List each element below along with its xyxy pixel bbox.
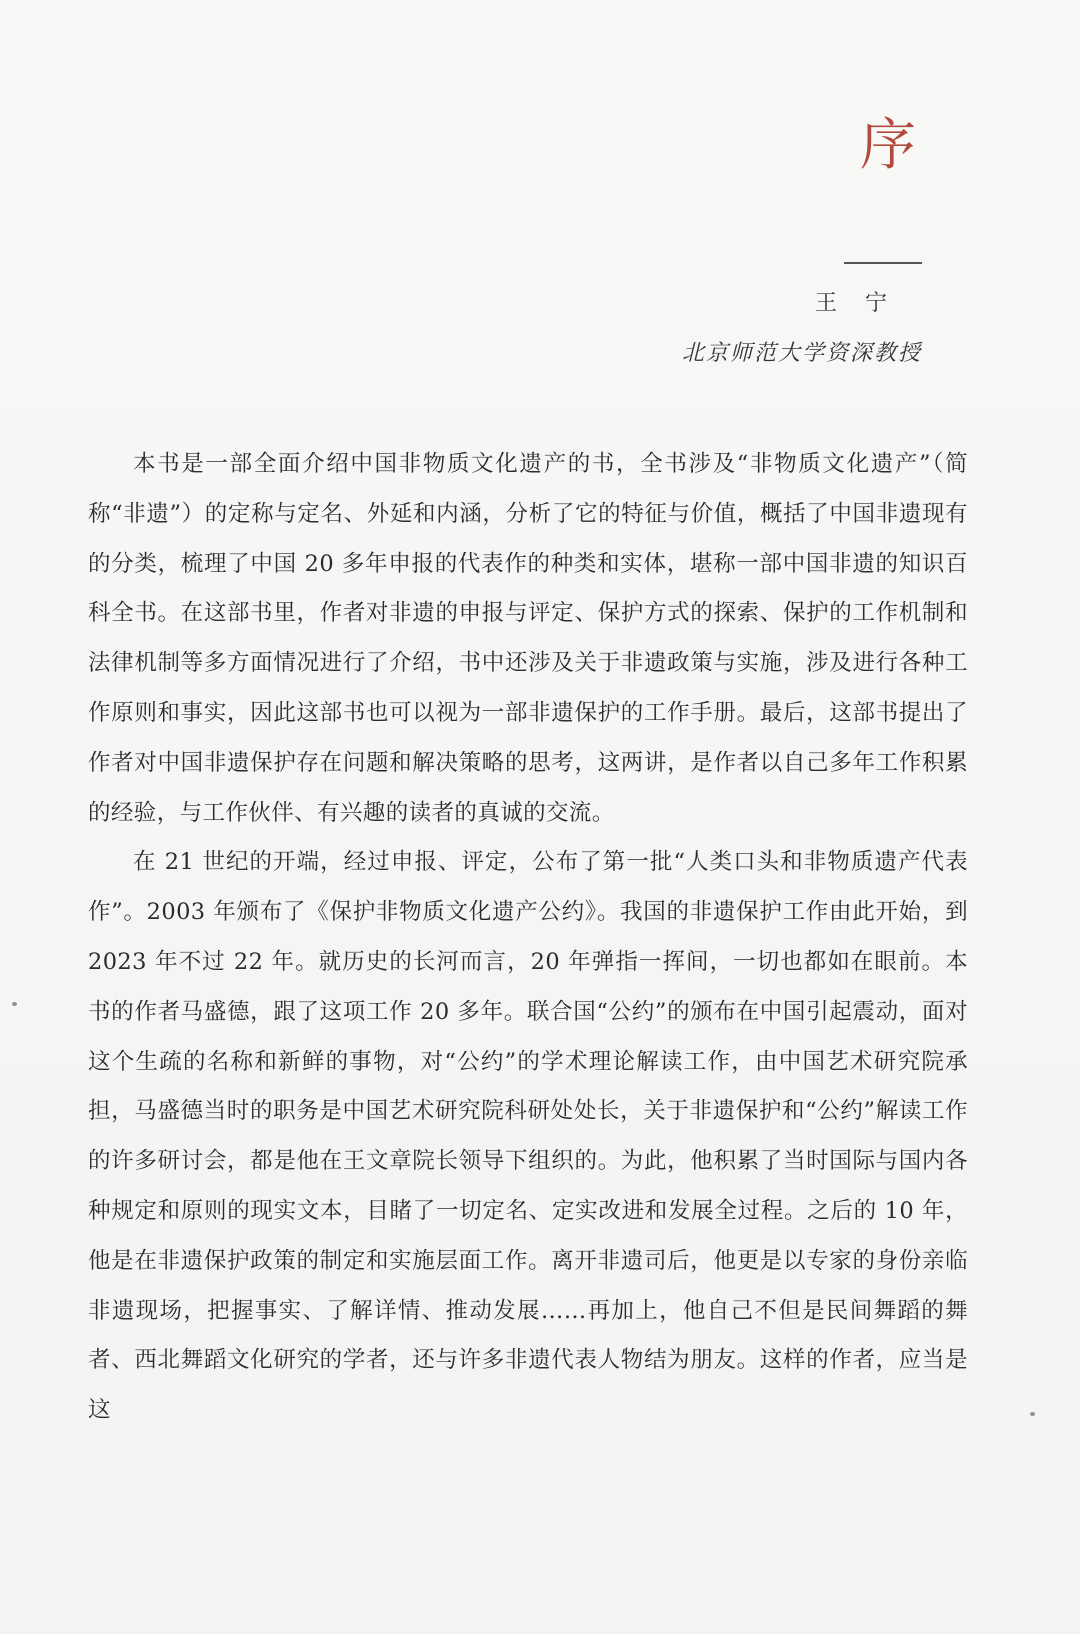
paper-speck [1030,1412,1035,1416]
paragraph-2: 在 21 世纪的开端，经过申报、评定，公布了第一批“人类口头和非物质遗产代表作”。2003 年颁布了《保护非物质文化遗产公约》。我国的非遗保护工作由此开始，到 2023 年不过 22 年。就历史的长河而言，20 年弹指一挥间，一切也都如在眼前。本书的作者马盛德，跟了这项工作 20 多年。联合国“公约”的颁布在中国引起震动，面对这个生疏的名称和新鲜的事物，对“公约”的学术理论解读工作，由中国艺术研究院承担，马盛德当时的职务是中国艺术研究院科研处处长，关于非遗保护和“公约”解读工作的许多研讨会，都是他在王文章院长领导下组织的。为此，他积累了当时国际与国内各种规定和原则的现实文本，目睹了一切定名、定实改进和发展全过程。之后的 10 年，他是在非遗保护政策的制定和实施层面工作。离开非遗司后，他更是以专家的身份亲临非遗现场，把握事实、了解详情、推动发展……再加上，他自己不但是民间舞蹈的舞者、西北舞蹈文化研究的学者，还与许多非遗代表人物结为朋友。这样的作者，应当是这 [88,849,968,1424]
author-rule [844,262,922,264]
paper-speck [12,1002,17,1006]
paragraph-1: 本书是一部全面介绍中国非物质文化遗产的书，全书涉及“非物质文化遗产”（简称“非遗”）的定称与定名、外延和内涵，分析了它的特征与价值，概括了中国非遗现有的分类，梳理了中国 20 多年申报的代表作的种类和实体，堪称一部中国非遗的知识百科全书。在这部书里，作者对非遗的申报与评定、保护方式的探索、保护的工作机制和法律机制等多方面情况进行了介绍，书中还涉及关于非遗政策与实施，涉及进行各种工作原则和事实，因此这部书也可以视为一部非遗保护的工作手册。最后，这部书提出了作者对中国非遗保护存在问题和解决策略的思考，这两讲，是作者以自己多年工作积累的经验，与工作伙伴、有兴趣的读者的真诚的交流。 [88,451,968,826]
author-affiliation: 北京师范大学资深教授 [681,341,922,366]
body-text [88,440,968,1436]
author-name: 王宁 [814,291,915,316]
page-title: 序 [860,113,918,178]
